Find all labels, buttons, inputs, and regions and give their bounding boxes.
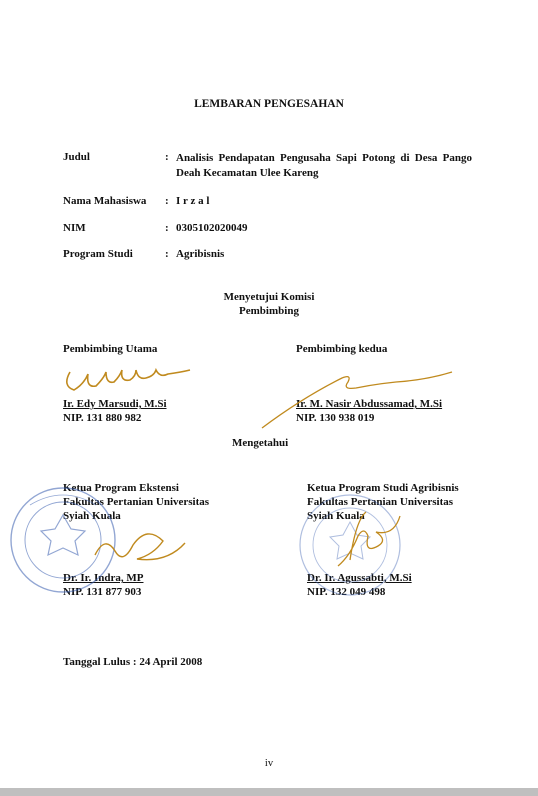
head-right-line3: Syiah Kuala (307, 510, 365, 522)
signature-primary (67, 370, 190, 390)
field-colon: : (165, 151, 169, 163)
head-left-name: Dr. Ir. Indra, MP (63, 572, 144, 584)
signature-secondary (262, 372, 452, 428)
head-left-line3: Syiah Kuala (63, 510, 121, 522)
faculty-stamp-left (11, 488, 115, 592)
scan-edge (0, 788, 538, 796)
field-label-nama: Nama Mahasiswa (63, 195, 147, 207)
field-colon: : (165, 195, 169, 207)
field-value-nim: 0305102020049 (176, 222, 248, 234)
field-value-nama: I r z a l (176, 195, 210, 207)
field-label-nim: NIM (63, 222, 86, 234)
secondary-supervisor-role: Pembimbing kedua (296, 343, 388, 355)
field-value-judul: Analisis Pendapatan Pengusaha Sapi Potong di Desa Pango Deah Kecamatan Ulee Kareng (176, 152, 472, 179)
page-title: LEMBARAN PENGESAHAN (194, 98, 344, 110)
field-label-judul: Judul (63, 151, 90, 163)
primary-supervisor-role: Pembimbing Utama (63, 343, 158, 355)
acknowledged-label: Mengetahui (232, 437, 289, 449)
signature-head-right (338, 512, 400, 566)
field-value-prodi: Agribisnis (176, 248, 225, 260)
primary-supervisor-nip: NIP. 131 880 982 (63, 412, 142, 424)
secondary-supervisor-nip: NIP. 130 938 019 (296, 412, 375, 424)
signature-head-left (95, 534, 185, 560)
field-label-prodi: Program Studi (63, 248, 133, 260)
faculty-stamp-right (300, 495, 400, 595)
graduation-date: Tanggal Lulus : 24 April 2008 (63, 656, 203, 668)
approval-line1: Menyetujui Komisi (223, 291, 315, 303)
field-colon: : (165, 248, 169, 260)
secondary-supervisor-name: Ir. M. Nasir Abdussamad, M.Si (296, 398, 443, 410)
head-right-line2: Fakultas Pertanian Universitas (307, 496, 454, 508)
head-left-line1: Ketua Program Ekstensi (63, 482, 179, 494)
head-left-line2: Fakultas Pertanian Universitas (63, 496, 210, 508)
head-left-nip: NIP. 131 877 903 (63, 586, 142, 598)
page-number: iv (264, 758, 274, 769)
head-right-name: Dr. Ir. Agussabti, M.Si (307, 572, 412, 584)
head-right-line1: Ketua Program Studi Agribisnis (307, 482, 459, 494)
primary-supervisor-name: Ir. Edy Marsudi, M.Si (63, 398, 167, 410)
field-colon: : (165, 222, 169, 234)
approval-line2: Pembimbing (239, 305, 299, 317)
head-right-nip: NIP. 132 049 498 (307, 586, 386, 598)
